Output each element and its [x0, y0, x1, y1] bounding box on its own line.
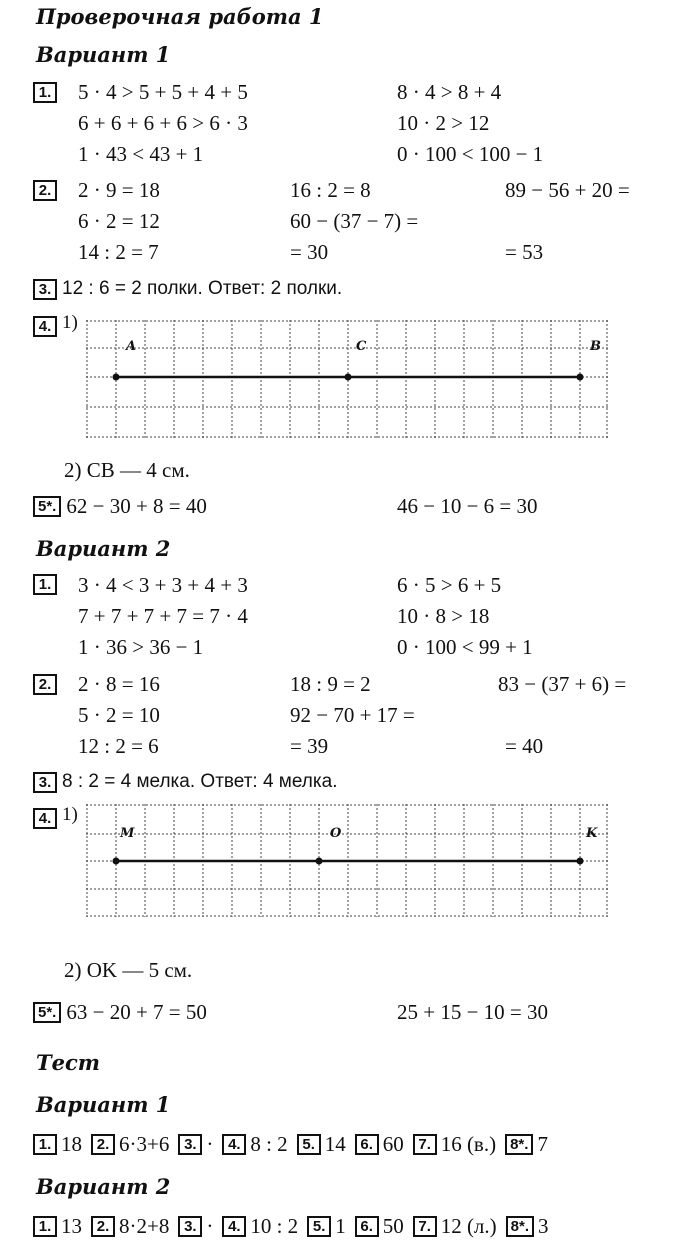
task-number: 4.: [222, 1134, 246, 1155]
test-variant-1-heading: Вариант 1: [36, 1092, 171, 1117]
answer-text: 2) OK — 5 см.: [64, 958, 193, 982]
expression: 10 · 8 > 18: [397, 604, 490, 628]
point-a: [113, 374, 120, 381]
task-number: 2.: [33, 674, 57, 695]
expression: 6 + 6 + 6 + 6 > 6 · 3: [78, 111, 248, 135]
task-number: 5.: [297, 1134, 321, 1155]
point-m: [113, 858, 120, 865]
point-label: M: [120, 826, 135, 841]
point-label: A: [126, 339, 137, 354]
task-number: 4.: [222, 1216, 246, 1237]
answer: 13: [61, 1214, 82, 1238]
answer: 60: [382, 1132, 404, 1156]
task-number: 4.: [33, 808, 57, 829]
answer: 18: [61, 1132, 82, 1156]
point-label: K: [586, 826, 598, 841]
expression: = 40: [505, 734, 544, 758]
task-number: 8*.: [505, 1134, 533, 1155]
answer: 7: [537, 1132, 548, 1156]
answer: 3: [538, 1214, 549, 1238]
expression: 6 · 5 > 6 + 5: [397, 573, 502, 597]
test-variant-1-answers: [33, 1132, 557, 1157]
task-number: 5*.: [33, 1002, 61, 1023]
part-label: 1): [62, 804, 78, 825]
task-number: 1.: [33, 1134, 57, 1155]
expression: 7 + 7 + 7 + 7 = 7 · 4: [78, 604, 248, 628]
task-3-row: [33, 771, 337, 793]
point-b: [577, 374, 584, 381]
expression: 63 − 20 + 7 = 50: [66, 1000, 207, 1024]
answer: 1: [335, 1214, 346, 1238]
expression: 10 · 2 > 12: [397, 111, 490, 135]
expression: 2 · 9 = 18: [78, 178, 160, 202]
test-title: Тест: [36, 1050, 100, 1075]
expression: 62 − 30 + 8 = 40: [66, 494, 207, 518]
answer: 8·2+8: [119, 1214, 170, 1238]
answer-text: 8 : 2 = 4 мелка. Ответ: 4 мелка.: [62, 771, 338, 792]
task-number: 2.: [91, 1134, 115, 1155]
answer: ·: [206, 1132, 214, 1156]
page-title: Проверочная работа 1: [36, 4, 324, 29]
task-5-row: [33, 494, 207, 519]
expression: 2 · 8 = 16: [78, 672, 160, 696]
task-number: 1.: [33, 1216, 57, 1237]
task-number: 5*.: [33, 496, 61, 517]
task-number: 3.: [33, 279, 57, 300]
expression: 8 · 4 > 8 + 4: [397, 80, 502, 104]
expression: 25 + 15 − 10 = 30: [397, 1000, 549, 1024]
task-number: 3.: [178, 1134, 202, 1155]
expression: 14 : 2 = 7: [78, 240, 159, 264]
expression: 5 · 4 > 5 + 5 + 4 + 5: [78, 80, 248, 104]
task-number: 1.: [33, 574, 57, 595]
task-number: 6.: [355, 1216, 379, 1237]
point-label: C: [356, 339, 367, 354]
variant-1-heading: Вариант 1: [36, 42, 171, 67]
answer-text: 12 : 6 = 2 полки. Ответ: 2 полки.: [62, 278, 343, 299]
expression: = 30: [290, 240, 329, 264]
task-number: 3.: [33, 772, 57, 793]
part-label: 1): [62, 312, 78, 333]
task-number: 3.: [178, 1216, 202, 1237]
expression: 3 · 4 < 3 + 3 + 4 + 3: [78, 573, 248, 597]
expression: 1 · 36 > 36 − 1: [78, 635, 204, 659]
task-number: 7.: [413, 1216, 437, 1237]
answer-text: 2) CB — 4 см.: [64, 458, 190, 482]
test-variant-2-answers: [33, 1214, 558, 1239]
point-label: B: [590, 339, 601, 354]
expression: = 53: [505, 240, 544, 264]
expression: 16 : 2 = 8: [290, 178, 371, 202]
answer: 10 : 2: [250, 1214, 299, 1238]
answer: 6·3+6: [119, 1132, 170, 1156]
variant-2-heading: Вариант 2: [36, 536, 171, 561]
task-number: 6.: [355, 1134, 379, 1155]
expression: 5 · 2 = 10: [78, 703, 160, 727]
segment-grid: [86, 320, 612, 442]
test-variant-2-heading: Вариант 2: [36, 1174, 171, 1199]
expression: 46 − 10 − 6 = 30: [397, 494, 538, 518]
expression: 1 · 43 < 43 + 1: [78, 142, 204, 166]
task-5-row: [33, 1000, 207, 1025]
expression: 12 : 2 = 6: [78, 734, 159, 758]
expression: 18 : 9 = 2: [290, 672, 371, 696]
expression: 92 − 70 + 17 =: [290, 703, 415, 727]
point-k: [577, 858, 584, 865]
task-number: 1.: [33, 82, 57, 103]
expression: 0 · 100 < 100 − 1: [397, 142, 544, 166]
task-number: 8*.: [506, 1216, 534, 1237]
answer: 12 (л.): [440, 1214, 497, 1238]
task-number: 5.: [307, 1216, 331, 1237]
answer: ·: [206, 1214, 214, 1238]
task-number: 2.: [33, 180, 57, 201]
task-number: 2.: [91, 1216, 115, 1237]
task-number: 7.: [413, 1134, 437, 1155]
task-number: 4.: [33, 316, 57, 337]
answer: 14: [324, 1132, 346, 1156]
segment-grid: [86, 804, 612, 922]
answer: 16 (в.): [440, 1132, 497, 1156]
answer: 8 : 2: [250, 1132, 288, 1156]
point-label: O: [330, 826, 342, 841]
expression: = 39: [290, 734, 329, 758]
task-3-row: [33, 278, 342, 300]
expression: 0 · 100 < 99 + 1: [397, 635, 533, 659]
answer: 50: [382, 1214, 404, 1238]
expression: 60 − (37 − 7) =: [290, 209, 419, 233]
point-c: [345, 374, 352, 381]
expression: 83 − (37 + 6) =: [498, 672, 627, 696]
expression: 6 · 2 = 12: [78, 209, 160, 233]
expression: 89 − 56 + 20 =: [505, 178, 630, 202]
point-o: [316, 858, 323, 865]
